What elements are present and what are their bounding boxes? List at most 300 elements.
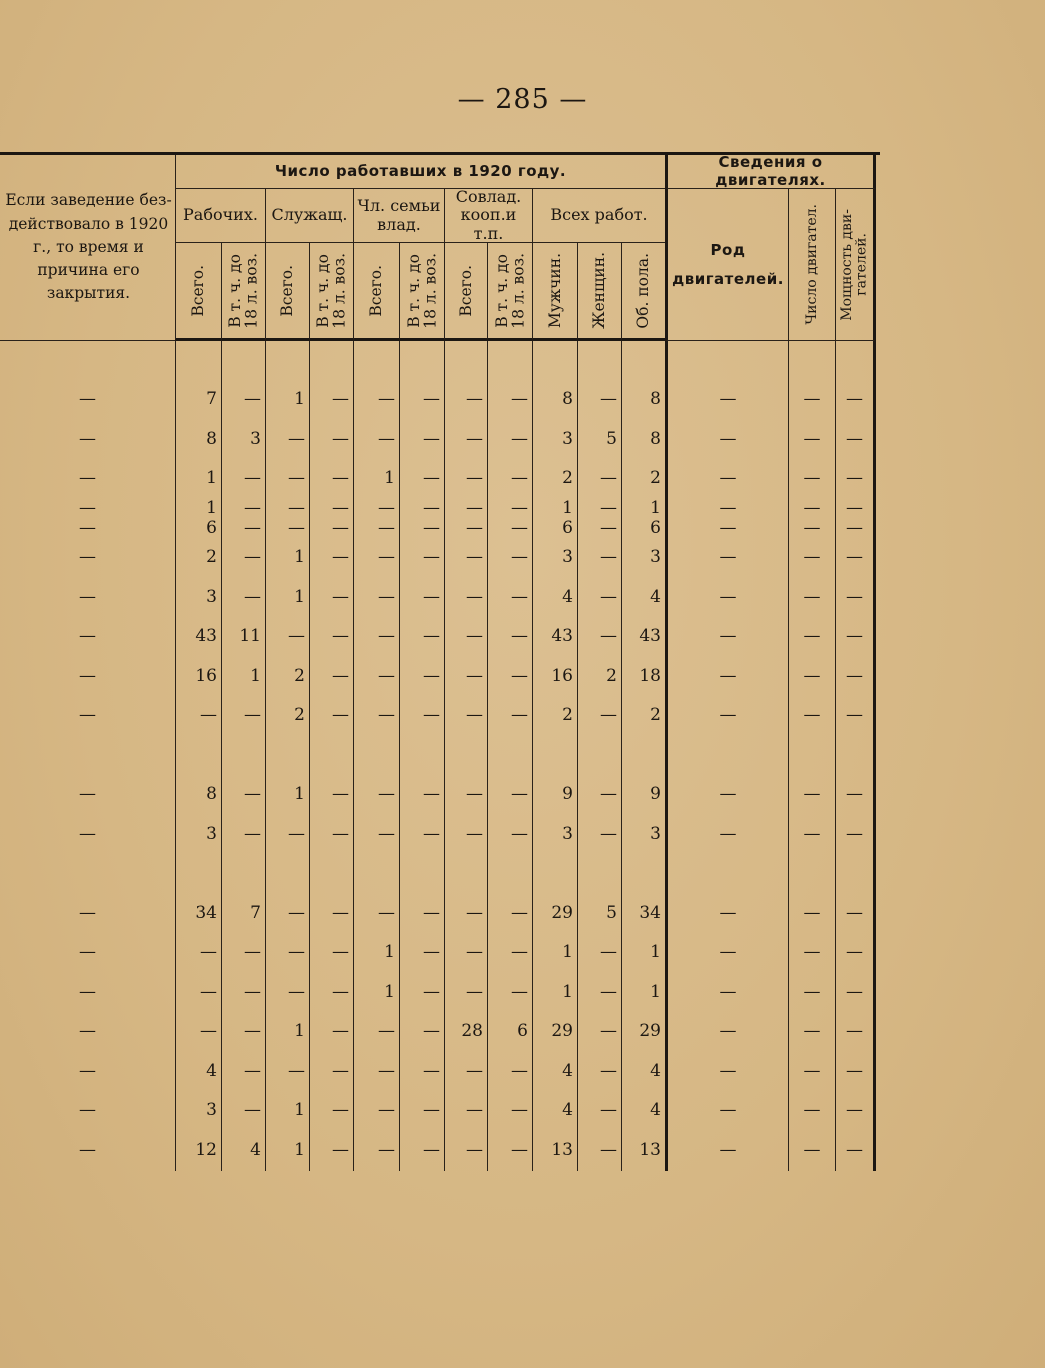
- table-cell-rabochikh-total: [175, 341, 221, 381]
- table-cell-sluzhashch-total: [265, 341, 309, 381]
- table-cell-sluzhashch-under18: —: [309, 1052, 353, 1092]
- table-cell-closure: —: [79, 1139, 96, 1160]
- table-cell-engine-power: —: [835, 934, 876, 974]
- table-cell-rabochikh-total: 43: [175, 618, 221, 658]
- table-cell-sluzhashch-total: 2: [265, 657, 309, 697]
- page-number: — 285 —: [457, 84, 588, 115]
- table-cell-coowners-under18: —: [487, 934, 532, 974]
- table-cell-women: —: [577, 776, 621, 816]
- table-cell-men: 29: [532, 1013, 577, 1053]
- table-cell-engine-kind: —: [665, 420, 788, 460]
- table-cell-coowners-under18: —: [487, 539, 532, 579]
- table-cell-family-under18: —: [399, 539, 444, 579]
- table-cell-men: 13: [532, 1131, 577, 1171]
- table-cell-coowners-under18: —: [487, 815, 532, 855]
- subheader-family-total: [353, 243, 399, 341]
- table-cell-rabochikh-under18: —: [221, 815, 265, 855]
- table-cell-engine-kind: —: [665, 973, 788, 1013]
- table-cell-sluzhashch-under18: —: [309, 1013, 353, 1053]
- table-cell-rabochikh-under18: —: [221, 776, 265, 816]
- table-cell-rabochikh-total: 1: [175, 460, 221, 500]
- table-cell-women: —: [577, 1052, 621, 1092]
- table-cell-women: —: [577, 697, 621, 737]
- table-cell-sluzhashch-under18: —: [309, 934, 353, 974]
- table-cell-coowners-under18: —: [487, 1131, 532, 1171]
- table-cell-family-under18: — —: [399, 499, 444, 539]
- table-cell-family-under18: [399, 855, 444, 895]
- subheader-label: В т. ч. до 18 л. воз.: [492, 252, 527, 329]
- table-cell-women: 5: [577, 894, 621, 934]
- table-cell-both-sexes: 3: [621, 815, 665, 855]
- table-cell-coowners-total: —: [444, 1092, 487, 1132]
- table-cell-both-sexes: 9: [621, 776, 665, 816]
- subheader-women: [577, 243, 621, 341]
- table-cell-family-under18: [399, 341, 444, 381]
- subheader-both-sexes: [621, 243, 665, 341]
- table-cell-family-under18: —: [399, 657, 444, 697]
- table-cell-engine-count: —: [788, 1013, 835, 1053]
- engine-count-header: [788, 189, 835, 341]
- table-cell-rabochikh-total: 34: [175, 894, 221, 934]
- group-header-family-members: Чл. семьи влад.: [353, 189, 444, 243]
- table-cell-rabochikh-under18: —: [221, 578, 265, 618]
- table-cell-family-total: —: [353, 381, 399, 421]
- table-cell-closure: —: [79, 468, 96, 489]
- table-cell-coowners-total: —: [444, 697, 487, 737]
- table-cell-family-total: —: [353, 815, 399, 855]
- table-cell-rabochikh-under18: [221, 855, 265, 895]
- table-cell-engine-power: —: [835, 815, 876, 855]
- table-cell-women: [577, 341, 621, 381]
- table-cell-engine-kind: [665, 855, 788, 895]
- table-cell-both-sexes: 2: [621, 460, 665, 500]
- table-cell-family-under18: —: [399, 697, 444, 737]
- table-cell-both-sexes: 43: [621, 618, 665, 658]
- table-cell-family-total: [353, 341, 399, 381]
- table-cell-women: —: [577, 815, 621, 855]
- table-cell-rabochikh-total: 12: [175, 1131, 221, 1171]
- table-cell-sluzhashch-total: 1: [265, 1131, 309, 1171]
- table-cell-rabochikh-total: 1 6: [175, 499, 221, 539]
- closure-column-header: Если заведение без-действовало в 1920 г., то время и причина его закрытия.: [0, 155, 175, 341]
- group-header-rabochikh: Рабочих.: [175, 189, 265, 243]
- table-cell-sluzhashch-total: [265, 855, 309, 895]
- table-cell-rabochikh-under18: 11: [221, 618, 265, 658]
- table-cell-closure: [0, 736, 175, 776]
- group-header-coowners: Совлад. кооп.и т.п.: [444, 189, 532, 243]
- table-cell-coowners-under18: —: [487, 460, 532, 500]
- table-cell-engine-power: —: [835, 1052, 876, 1092]
- table-cell-women: —: [577, 934, 621, 974]
- table-cell-coowners-under18: —: [487, 657, 532, 697]
- table-cell-both-sexes: 3: [621, 539, 665, 579]
- table-cell-engine-power: [835, 341, 876, 381]
- table-cell-rabochikh-under18: 4: [221, 1131, 265, 1171]
- table-cell-family-under18: —: [399, 776, 444, 816]
- table-cell-sluzhashch-total: — —: [265, 499, 309, 539]
- table-cell-engine-kind: —: [665, 1092, 788, 1132]
- table-cell-family-total: —: [353, 578, 399, 618]
- table-cell-men: [532, 855, 577, 895]
- table-cell-coowners-under18: —: [487, 1092, 532, 1132]
- subheader-label: В т. ч. до 18 л. воз.: [404, 252, 439, 329]
- table-cell-rabochikh-total: 2: [175, 539, 221, 579]
- table-cell-sluzhashch-under18: [309, 341, 353, 381]
- table-cell-women: —: [577, 539, 621, 579]
- table-cell-women: [577, 855, 621, 895]
- statistics-table: [0, 152, 880, 1171]
- table-cell-rabochikh-under18: 3: [221, 420, 265, 460]
- table-cell-coowners-total: —: [444, 618, 487, 658]
- table-cell-family-under18: —: [399, 420, 444, 460]
- table-cell-coowners-under18: —: [487, 578, 532, 618]
- table-cell-closure: —: [79, 389, 96, 410]
- table-cell-sluzhashch-under18: —: [309, 776, 353, 816]
- table-cell-engine-kind: —: [665, 1013, 788, 1053]
- table-cell-rabochikh-under18: —: [221, 460, 265, 500]
- table-cell-rabochikh-under18: [221, 341, 265, 381]
- subheader-sluzhashch-total: [265, 243, 309, 341]
- table-cell-engine-count: — —: [788, 499, 835, 539]
- table-cell-rabochikh-under18: — —: [221, 499, 265, 539]
- table-cell-men: 2: [532, 697, 577, 737]
- group-header-all-workers: Всех работ.: [532, 189, 665, 243]
- table-cell-coowners-total: —: [444, 460, 487, 500]
- table-cell-engine-power: [835, 736, 876, 776]
- workers-1920-header: Число работавших в 1920 году.: [175, 155, 665, 189]
- table-cell-family-under18: —: [399, 1052, 444, 1092]
- subheader-sluzhashch-under18: [309, 243, 353, 341]
- subheader-label: Мужчин.: [545, 252, 564, 329]
- table-cell-family-total: —: [353, 1131, 399, 1171]
- table-cell-engine-kind: —: [665, 381, 788, 421]
- table-cell-coowners-total: 28: [444, 1013, 487, 1053]
- table-cell-rabochikh-under18: —: [221, 697, 265, 737]
- table-cell-coowners-total: [444, 855, 487, 895]
- table-cell-family-under18: [399, 736, 444, 776]
- table-cell-rabochikh-total: —: [175, 1013, 221, 1053]
- table-cell-engine-count: —: [788, 381, 835, 421]
- table-cell-engine-power: —: [835, 381, 876, 421]
- table-cell-sluzhashch-total: —: [265, 815, 309, 855]
- table-cell-women: —: [577, 1092, 621, 1132]
- table-cell-engine-kind: —: [665, 460, 788, 500]
- table-cell-family-under18: —: [399, 1013, 444, 1053]
- table-cell-men: 2: [532, 460, 577, 500]
- table-cell-family-total: —: [353, 776, 399, 816]
- table-cell-coowners-total: —: [444, 776, 487, 816]
- table-cell-engine-count: —: [788, 697, 835, 737]
- table-cell-sluzhashch-under18: [309, 736, 353, 776]
- table-cell-engine-power: —: [835, 657, 876, 697]
- table-cell-men: 3: [532, 815, 577, 855]
- table-cell-both-sexes: 18: [621, 657, 665, 697]
- table-cell-closure: —: [79, 823, 96, 844]
- table-cell-rabochikh-under18: —: [221, 381, 265, 421]
- table-cell-sluzhashch-total: [265, 736, 309, 776]
- table-cell-family-under18: —: [399, 1131, 444, 1171]
- table-cell-closure: —: [79, 784, 96, 805]
- table-cell-family-total: — —: [353, 499, 399, 539]
- table-cell-rabochikh-total: 3: [175, 815, 221, 855]
- table-cell-coowners-total: — —: [444, 499, 487, 539]
- table-cell-rabochikh-under18: —: [221, 1052, 265, 1092]
- table-cell-men: [532, 341, 577, 381]
- table-cell-family-total: —: [353, 657, 399, 697]
- table-cell-rabochikh-under18: —: [221, 539, 265, 579]
- table-cell-both-sexes: [621, 341, 665, 381]
- table-cell-coowners-total: —: [444, 1052, 487, 1092]
- table-cell-family-total: —: [353, 697, 399, 737]
- table-cell-men: 9: [532, 776, 577, 816]
- subheader-rabochikh-under18: [221, 243, 265, 341]
- table-cell-coowners-total: —: [444, 420, 487, 460]
- table-cell-engine-kind: [665, 736, 788, 776]
- table-cell-coowners-under18: [487, 341, 532, 381]
- engine-count-label: Число двигател.: [803, 204, 820, 325]
- table-cell-closure: — —: [79, 499, 96, 538]
- table-cell-men: 4: [532, 1092, 577, 1132]
- table-cell-coowners-under18: —: [487, 776, 532, 816]
- table-cell-engine-power: —: [835, 420, 876, 460]
- table-cell-family-total: 1: [353, 460, 399, 500]
- table-cell-men: 1: [532, 934, 577, 974]
- table-cell-coowners-under18: —: [487, 420, 532, 460]
- table-cell-closure: —: [79, 705, 96, 726]
- table-cell-sluzhashch-total: —: [265, 973, 309, 1013]
- table-cell-women: 5: [577, 420, 621, 460]
- table-cell-sluzhashch-under18: —: [309, 894, 353, 934]
- table-cell-closure: —: [79, 665, 96, 686]
- table-cell-coowners-under18: —: [487, 973, 532, 1013]
- table-cell-both-sexes: 1: [621, 934, 665, 974]
- table-cell-sluzhashch-under18: —: [309, 539, 353, 579]
- table-cell-engine-kind: —: [665, 578, 788, 618]
- table-cell-engine-power: —: [835, 776, 876, 816]
- table-cell-rabochikh-total: 3: [175, 1092, 221, 1132]
- table-cell-women: —: [577, 578, 621, 618]
- table-cell-rabochikh-total: 7: [175, 381, 221, 421]
- table-cell-men: 8: [532, 381, 577, 421]
- table-cell-closure: —: [79, 626, 96, 647]
- table-cell-sluzhashch-total: 1: [265, 539, 309, 579]
- table-cell-closure: —: [79, 981, 96, 1002]
- table-cell-family-total: [353, 736, 399, 776]
- table-cell-family-total: —: [353, 1092, 399, 1132]
- table-cell-rabochikh-total: 3: [175, 578, 221, 618]
- table-cell-engine-power: — —: [835, 499, 876, 539]
- table-cell-both-sexes: 4: [621, 578, 665, 618]
- table-cell-both-sexes: [621, 855, 665, 895]
- table-cell-men: 16: [532, 657, 577, 697]
- table-cell-sluzhashch-under18: —: [309, 1092, 353, 1132]
- table-cell-coowners-total: —: [444, 539, 487, 579]
- table-cell-engine-power: —: [835, 1092, 876, 1132]
- table-cell-men: 3: [532, 539, 577, 579]
- subheader-rabochikh-total: [175, 243, 221, 341]
- table-cell-both-sexes: 34: [621, 894, 665, 934]
- subheader-label: Всего.: [367, 264, 386, 317]
- table-cell-closure: —: [79, 547, 96, 568]
- table-cell-sluzhashch-under18: —: [309, 815, 353, 855]
- table-cell-sluzhashch-under18: —: [309, 618, 353, 658]
- table-cell-engine-count: —: [788, 815, 835, 855]
- table-cell-rabochikh-under18: —: [221, 1013, 265, 1053]
- table-cell-closure: —: [79, 586, 96, 607]
- subheader-men: [532, 243, 577, 341]
- table-cell-engine-count: —: [788, 618, 835, 658]
- table-cell-engine-count: —: [788, 539, 835, 579]
- table-cell-both-sexes: [621, 736, 665, 776]
- table-cell-rabochikh-under18: —: [221, 934, 265, 974]
- group-header-sluzhashch: Служащ.: [265, 189, 353, 243]
- table-cell-women: — —: [577, 499, 621, 539]
- table-cell-engine-power: —: [835, 539, 876, 579]
- table-cell-sluzhashch-total: 1: [265, 381, 309, 421]
- table-cell-both-sexes: 13: [621, 1131, 665, 1171]
- table-cell-coowners-under18: 6: [487, 1013, 532, 1053]
- table-cell-women: [577, 736, 621, 776]
- table-cell-coowners-total: —: [444, 973, 487, 1013]
- table-cell-coowners-total: [444, 736, 487, 776]
- table-cell-engine-kind: —: [665, 697, 788, 737]
- table-cell-coowners-total: —: [444, 657, 487, 697]
- table-cell-sluzhashch-total: 1: [265, 578, 309, 618]
- table-cell-closure: [0, 341, 175, 381]
- table-cell-closure: —: [79, 428, 96, 449]
- table-cell-coowners-under18: [487, 855, 532, 895]
- table-cell-coowners-total: —: [444, 578, 487, 618]
- table-cell-sluzhashch-under18: —: [309, 381, 353, 421]
- table-cell-men: 4: [532, 578, 577, 618]
- table-cell-engine-power: —: [835, 1131, 876, 1171]
- table-cell-women: —: [577, 381, 621, 421]
- subheader-label: Об. пола.: [634, 252, 653, 329]
- table-cell-men: 4: [532, 1052, 577, 1092]
- table-cell-women: 2: [577, 657, 621, 697]
- table-cell-engine-kind: —: [665, 1131, 788, 1171]
- table-cell-coowners-under18: —: [487, 618, 532, 658]
- table-cell-coowners-total: —: [444, 934, 487, 974]
- table-cell-engine-count: —: [788, 776, 835, 816]
- table-cell-family-under18: —: [399, 815, 444, 855]
- table-cell-family-total: —: [353, 1052, 399, 1092]
- table-cell-coowners-under18: —: [487, 697, 532, 737]
- table-cell-rabochikh-total: 8: [175, 776, 221, 816]
- table-cell-engine-power: [835, 855, 876, 895]
- table-cell-family-total: [353, 855, 399, 895]
- table-cell-both-sexes: 2: [621, 697, 665, 737]
- table-cell-sluzhashch-under18: [309, 855, 353, 895]
- table-cell-family-under18: —: [399, 460, 444, 500]
- table-cell-engine-kind: —: [665, 657, 788, 697]
- table-cell-coowners-under18: —: [487, 894, 532, 934]
- table-cell-rabochikh-total: —: [175, 934, 221, 974]
- table-cell-men: [532, 736, 577, 776]
- table-cell-coowners-total: —: [444, 1131, 487, 1171]
- table-cell-coowners-total: —: [444, 815, 487, 855]
- table-cell-engine-power: —: [835, 1013, 876, 1053]
- table-cell-engine-power: —: [835, 697, 876, 737]
- table-cell-engine-kind: —: [665, 618, 788, 658]
- table-cell-rabochikh-under18: —: [221, 1092, 265, 1132]
- table-cell-men: 43: [532, 618, 577, 658]
- table-cell-closure: —: [79, 902, 96, 923]
- table-cell-engine-count: —: [788, 460, 835, 500]
- table-cell-engine-power: —: [835, 894, 876, 934]
- table-cell-sluzhashch-total: —: [265, 460, 309, 500]
- table-cell-family-total: —: [353, 894, 399, 934]
- table-cell-men: 1: [532, 973, 577, 1013]
- table-cell-engine-count: [788, 855, 835, 895]
- table-cell-closure: —: [79, 1021, 96, 1042]
- table-cell-sluzhashch-under18: —: [309, 1131, 353, 1171]
- table-cell-family-under18: —: [399, 618, 444, 658]
- table-cell-engine-count: —: [788, 973, 835, 1013]
- table-cell-engine-count: [788, 341, 835, 381]
- engine-power-label: Мощность дви- гателей.: [838, 208, 870, 321]
- table-cell-family-total: 1: [353, 973, 399, 1013]
- table-cell-engine-kind: — —: [665, 499, 788, 539]
- table-cell-family-under18: —: [399, 578, 444, 618]
- table-cell-both-sexes: 8: [621, 381, 665, 421]
- table-cell-coowners-under18: [487, 736, 532, 776]
- table-cell-rabochikh-under18: 7: [221, 894, 265, 934]
- table-cell-closure: [0, 855, 175, 895]
- table-cell-sluzhashch-under18: —: [309, 460, 353, 500]
- subheader-label: Всего.: [278, 264, 297, 317]
- table-cell-rabochikh-total: [175, 855, 221, 895]
- table-cell-sluzhashch-under18: —: [309, 657, 353, 697]
- table-cell-engine-power: —: [835, 618, 876, 658]
- table-cell-coowners-under18: — —: [487, 499, 532, 539]
- subheader-label: В т. ч. до 18 л. воз.: [226, 252, 261, 329]
- subheader-label: Всего.: [456, 264, 475, 317]
- table-cell-engine-kind: —: [665, 815, 788, 855]
- engines-header: Сведения о двигателях.: [665, 155, 876, 189]
- table-cell-closure: —: [79, 1100, 96, 1121]
- table-cell-rabochikh-under18: [221, 736, 265, 776]
- table-cell-coowners-total: —: [444, 894, 487, 934]
- table-cell-women: —: [577, 1013, 621, 1053]
- table-cell-family-under18: —: [399, 894, 444, 934]
- table-cell-sluzhashch-under18: —: [309, 420, 353, 460]
- table-cell-women: —: [577, 460, 621, 500]
- table-cell-sluzhashch-total: 1: [265, 1092, 309, 1132]
- table-cell-engine-power: —: [835, 460, 876, 500]
- table-cell-sluzhashch-under18: —: [309, 578, 353, 618]
- table-cell-rabochikh-total: [175, 736, 221, 776]
- table-cell-sluzhashch-total: —: [265, 934, 309, 974]
- table-cell-rabochikh-under18: 1: [221, 657, 265, 697]
- table-cell-family-under18: —: [399, 973, 444, 1013]
- table-cell-family-under18: —: [399, 381, 444, 421]
- table-cell-engine-power: —: [835, 578, 876, 618]
- table-cell-engine-kind: —: [665, 776, 788, 816]
- table-cell-rabochikh-total: —: [175, 697, 221, 737]
- table-cell-engine-count: —: [788, 894, 835, 934]
- subheader-label: Женщин.: [590, 252, 609, 329]
- engine-power-header: [835, 189, 876, 341]
- table-cell-rabochikh-total: 16: [175, 657, 221, 697]
- table-cell-sluzhashch-total: —: [265, 894, 309, 934]
- table-cell-both-sexes: 29: [621, 1013, 665, 1053]
- table-cell-family-total: —: [353, 1013, 399, 1053]
- table-cell-engine-count: —: [788, 420, 835, 460]
- table-cell-engine-count: —: [788, 1052, 835, 1092]
- subheader-coowners-under18: [487, 243, 532, 341]
- table-cell-women: —: [577, 618, 621, 658]
